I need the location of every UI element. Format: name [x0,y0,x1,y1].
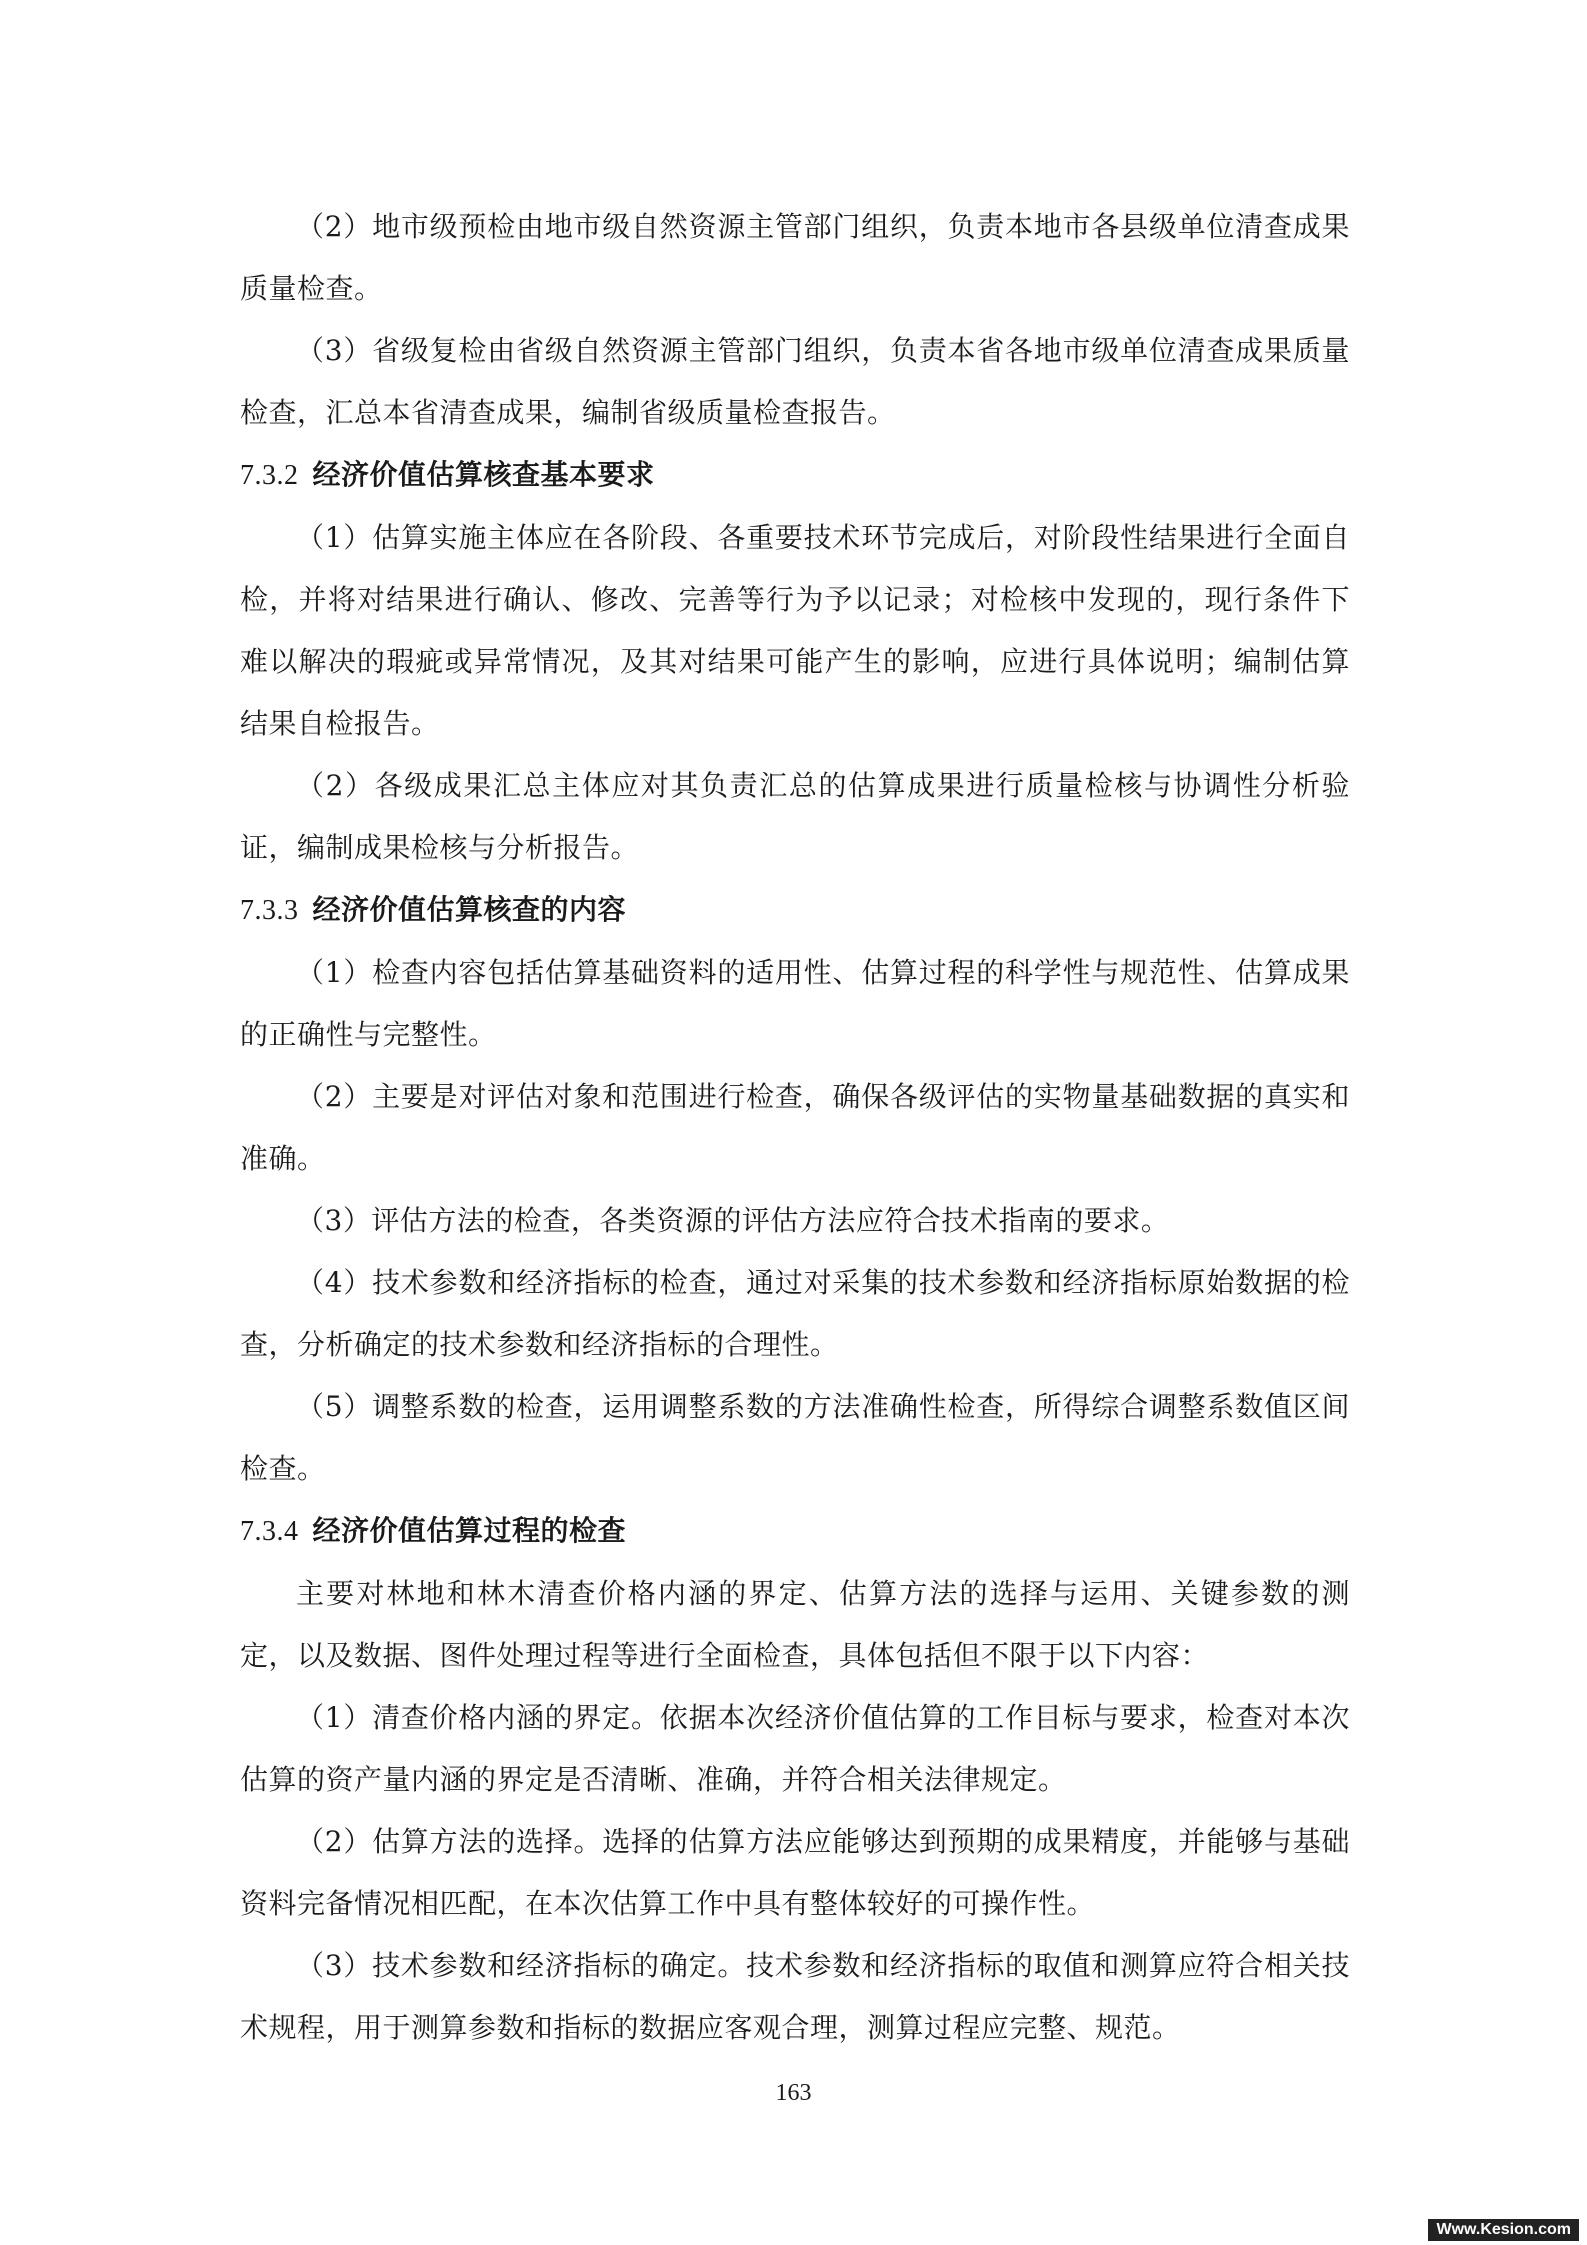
paragraph: （4）技术参数和经济指标的检查，通过对采集的技术参数和经济指标原始数据的检查，分析确定的技术参数和经济指标的合理性。 [240,1266,1350,1361]
watermark: Www.Kesion.com [1428,2219,1579,2241]
section-title: 经济价值估算核查的内容 [312,893,627,926]
paragraph: （2）估算方法的选择。选择的估算方法应能够达到预期的成果精度，并能够与基础资料完备情况相匹配，在本次估算工作中具有整体较好的可操作性。 [240,1825,1350,1920]
page-number: 163 [775,2080,812,2106]
paragraph: （5）调整系数的检查，运用调整系数的方法准确性检查，所得综合调整系数值区间检查。 [240,1390,1350,1485]
paragraph: （1）清查价格内涵的界定。依据本次经济价值估算的工作目标与要求，检查对本次估算的资产量内涵的界定是否清晰、准确，并符合相关法律规定。 [240,1701,1350,1796]
paragraph: （2）主要是对评估对象和范围进行检查，确保各级评估的实物量基础数据的真实和准确。 [240,1080,1350,1175]
paragraph: （3）评估方法的检查，各类资源的评估方法应符合技术指南的要求。 [296,1204,1170,1237]
section-title: 经济价值估算核查基本要求 [312,458,655,491]
paragraph: 主要对林地和林木清查价格内涵的界定、估算方法的选择与运用、关键参数的测定，以及数据、图件处理过程等进行全面检查，具体包括但不限于以下内容： [240,1577,1350,1672]
paragraph: （2）地市级预检由地市级自然资源主管部门组织，负责本地市各县级单位清查成果质量检查。 [240,210,1350,305]
section-title: 经济价值估算过程的检查 [312,1514,627,1547]
section-heading [240,879,1350,942]
section-heading [240,444,1350,507]
paragraph: （1）检查内容包括估算基础资料的适用性、估算过程的科学性与规范性、估算成果的正确性与完整性。 [240,956,1350,1051]
page-content [240,196,1350,2059]
section-heading [240,1500,1350,1563]
paragraph: （3）省级复检由省级自然资源主管部门组织，负责本省各地市级单位清查成果质量检查，汇总本省清查成果，编制省级质量检查报告。 [240,334,1350,429]
section-number: 7.3.3 [240,895,299,926]
paragraph: （2）各级成果汇总主体应对其负责汇总的估算成果进行质量检核与协调性分析验证，编制成果检核与分析报告。 [240,769,1350,864]
paragraph: （3）技术参数和经济指标的确定。技术参数和经济指标的取值和测算应符合相关技术规程，用于测算参数和指标的数据应客观合理，测算过程应完整、规范。 [240,1949,1350,2044]
section-number: 7.3.2 [240,460,299,491]
section-number: 7.3.4 [240,1516,299,1547]
paragraph: （1）估算实施主体应在各阶段、各重要技术环节完成后，对阶段性结果进行全面自检，并将对结果进行确认、修改、完善等行为予以记录；对检核中发现的，现行条件下难以解决的瑕疵或异常情况，及其对结果可能产生的影响，应进行具体说明；编制估算结果自检报告。 [240,521,1350,740]
